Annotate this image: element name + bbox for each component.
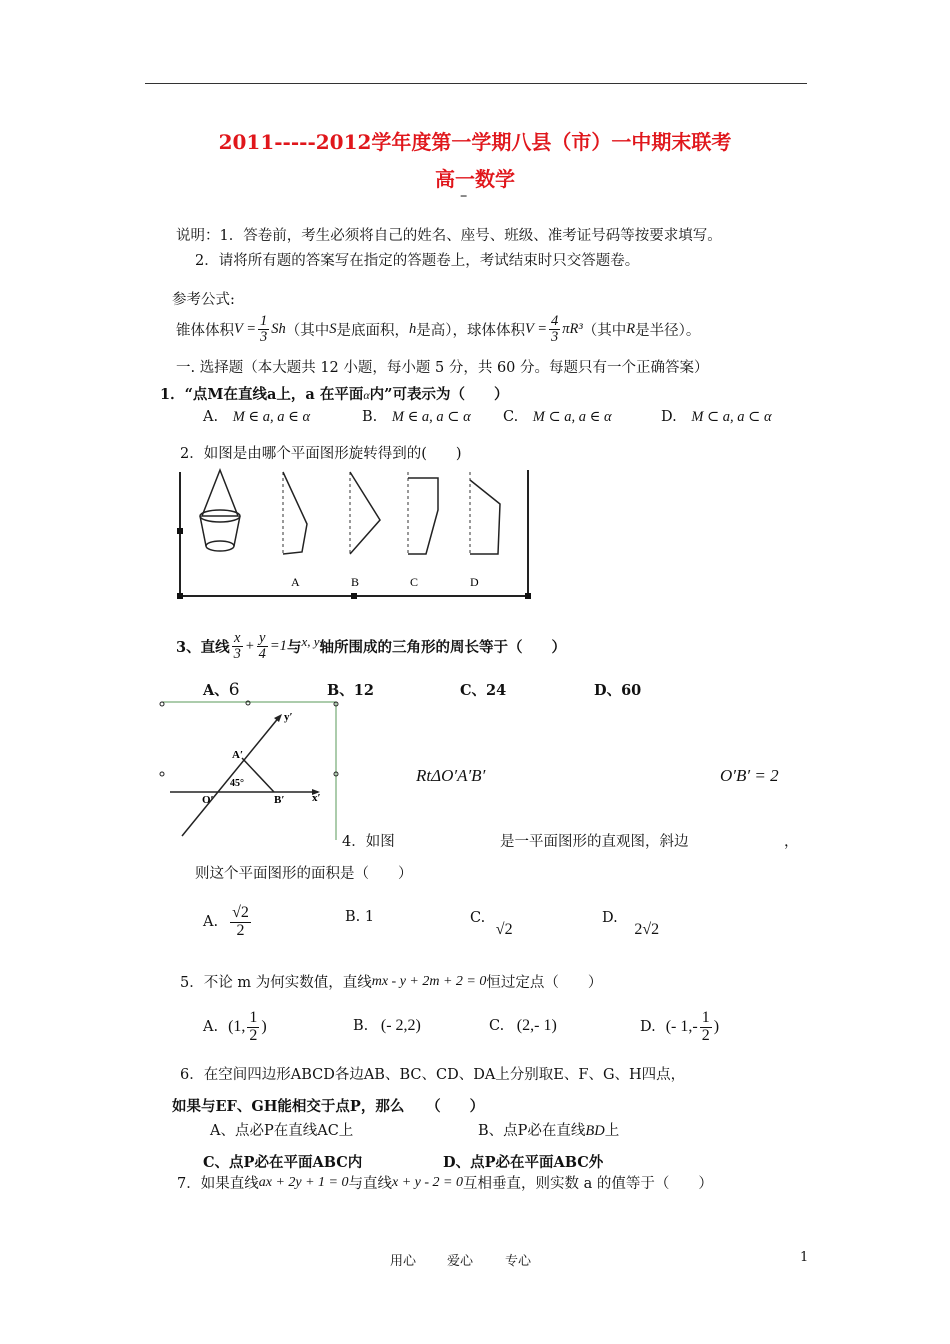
q2-label-c: C (410, 575, 419, 589)
q5-a-frac (247, 1010, 259, 1045)
q2-stem: 2．如图是由哪个平面图形旋转得到的( ) (180, 446, 462, 462)
q6-b-bd: BD (585, 1123, 605, 1139)
q4-c-value: √2 (495, 921, 513, 938)
q5-option-d (640, 1010, 719, 1045)
footer-motto-3: 专心 (505, 1254, 532, 1269)
q4-fig-bp: B′ (274, 794, 285, 806)
q1-b-label: B. (362, 409, 378, 425)
q5-a-post: ) (261, 1018, 267, 1036)
q5-a-label: A. (203, 1019, 219, 1036)
q4-fig-xp: x′ (312, 792, 321, 804)
q3-stem-c: 轴所围成的三角形的周长等于（ ） (319, 639, 566, 657)
q2-label-a: A (291, 575, 300, 589)
q4-d-label: D. (602, 910, 618, 926)
q4-fig-yp: y′ (284, 711, 293, 723)
q6-option-a: A、点必P在直线AC上 (210, 1123, 354, 1139)
q4-option-c (470, 909, 513, 938)
q1-option-a (203, 409, 310, 426)
q4-stem-3: 则这个平面图形的面积是（ ） (195, 866, 413, 882)
q4-option-a (203, 905, 253, 940)
q5-d-post: ) (713, 1018, 720, 1036)
q3-four: 4 (258, 646, 266, 663)
q1-alpha: α (363, 388, 370, 402)
q3-x: x (232, 631, 243, 647)
q4-fig-ap: A′ (232, 749, 244, 761)
q7-expr-2: x + y - 2 = 0 (392, 1174, 463, 1190)
cone-note-a: （其中 (285, 323, 330, 340)
q5-d-frac (700, 1010, 712, 1045)
sphere-v: V = (525, 321, 548, 338)
q4-a-num: √2 (232, 904, 249, 921)
q3-three: 3 (233, 646, 241, 663)
footer-motto-1: 用心 (390, 1254, 417, 1269)
q5-stem-b: 恒过定点（ ） (486, 975, 603, 991)
q5-a-num: 1 (249, 1009, 258, 1026)
q5-stem (180, 971, 602, 992)
q1-option-b (362, 409, 471, 426)
q3-option-d: D、60 (594, 682, 642, 699)
q1-c-label: C. (503, 409, 519, 425)
q5-c-label: C. (489, 1018, 505, 1034)
cone-den: 3 (260, 329, 268, 346)
q6-stem-1: 6．在空间四边形ABCD各边AB、BC、CD、DA上分别取E、F、G、H四点， (180, 1067, 686, 1083)
cone-prefix: 锥体体积 (176, 323, 234, 340)
q7-stem-b: 与直线 (348, 1176, 393, 1192)
q3-eq: =1 (269, 638, 287, 655)
q4-a-label: A. (203, 914, 219, 931)
q4-a-den: 2 (236, 921, 245, 939)
q5-b-label: B. (353, 1018, 369, 1034)
q3-stem-a: 3、直线 (176, 639, 230, 657)
sphere-den: 3 (551, 329, 559, 346)
q5-d-num: 1 (701, 1009, 710, 1026)
instruction-line-1: 说明：1．答卷前，考生必须将自己的姓名、座号、班级、准考证号码等按要求填写。 (176, 228, 722, 244)
q4-stem-2: 是一平面图形的直观图，斜边 (500, 834, 689, 850)
q4-c-label: C. (470, 910, 486, 926)
q6-option-d: D、点P必在平面ABC外 (443, 1154, 604, 1171)
q1-stem-a: 1．“点M在直线a上，a 在平面 (160, 386, 364, 403)
q5-a-den: 2 (249, 1026, 258, 1044)
q2-figure (172, 466, 534, 602)
q7-stem-c: 互相垂直，则实数 a 的值等于（ ） (463, 1176, 713, 1192)
q1-option-d (661, 409, 772, 426)
q7-expr-1: ax + 2y + 1 = 0 (258, 1174, 349, 1190)
exam-title: 2011-----2012学年度第一学期八县（市）一中期末联考 (218, 130, 732, 154)
q5-option-a (203, 1010, 267, 1045)
q6-option-b (478, 1119, 619, 1140)
q3-frac-x (232, 631, 243, 662)
q5-stem-a: 5．不论 m 为何实数值，直线 (180, 975, 372, 991)
q6-b-post: 上 (604, 1123, 620, 1139)
cone-v: V = (234, 321, 257, 338)
sphere-r: R (626, 321, 636, 338)
q4-figure (158, 700, 340, 846)
q1-d-label: D. (661, 409, 677, 425)
q4-d-value: 2√2 (634, 921, 660, 938)
q1-option-c (503, 409, 612, 426)
cone-s: S (329, 321, 337, 338)
instruction-line-2: 2．请将所有题的答案写在指定的答题卷上，考试结束时只交答题卷。 (195, 253, 640, 269)
page-number: 1 (800, 1250, 809, 1265)
q5-option-b (353, 1017, 421, 1035)
cone-note-c: 是高），球体体积 (416, 323, 526, 340)
sphere-expr: πR³ (562, 321, 583, 338)
footer-motto-2: 爱心 (447, 1254, 474, 1269)
q5-a-pre: (1, (228, 1018, 246, 1036)
q3-stem-b: 与 (286, 639, 302, 657)
cone-h: h (409, 321, 417, 338)
q1-c-expr: M ⊂ a, a ∈ α (532, 409, 612, 425)
q4-option-d (602, 909, 660, 938)
q3-a-value: 6 (228, 680, 240, 700)
q1-b-expr: M ∈ a, a ⊂ α (391, 409, 471, 425)
q3-option-b: B、12 (327, 682, 374, 699)
q5-option-c (489, 1017, 557, 1035)
exam-subject: 高一数学 (435, 167, 515, 191)
q4-stem-1: 4．如图 (342, 834, 395, 850)
q6-b-pre: B、点P必在直线 (478, 1123, 586, 1139)
q7-stem (177, 1172, 713, 1193)
q4-a-frac (230, 905, 251, 940)
cone-num: 1 (260, 313, 268, 329)
q1-stem (160, 383, 508, 404)
formula-line (176, 314, 700, 345)
sphere-note-a: （其中 (582, 323, 627, 340)
sphere-note-b: 是半径）。 (635, 323, 701, 340)
q2-label-b: B (351, 575, 360, 589)
q5-d-pre: (- 1,- (665, 1018, 698, 1036)
q6-stem-2: 如果与EF、GH能相交于点P，那么 （ ） (172, 1098, 485, 1115)
q5-c-value: (2,- 1) (516, 1017, 557, 1034)
header-rule (145, 83, 807, 84)
sphere-fraction (549, 314, 560, 345)
q1-d-expr: M ⊂ a, a ⊂ α (691, 409, 772, 425)
q6-option-c: C、点P必在平面ABC内 (203, 1154, 363, 1171)
q2-label-d: D (470, 575, 479, 589)
formula-label: 参考公式: (172, 292, 235, 308)
q4-fig-op: O′ (202, 794, 214, 806)
q3-xy: x, y (301, 633, 320, 649)
cone-note-b: 是底面积， (336, 323, 410, 340)
q3-a-label: A、 (203, 682, 229, 699)
stray-dash: – (460, 188, 468, 204)
sphere-num: 4 (551, 313, 559, 329)
q1-stem-end: 内”可表示为（ ） (369, 386, 509, 403)
q5-expr: mx - y + 2m + 2 = 0 (371, 973, 487, 989)
cone-fraction (258, 314, 269, 345)
q7-stem-a: 7．如果直线 (177, 1176, 259, 1192)
q1-a-label: A. (203, 409, 219, 425)
q4-rt-triangle: RtΔO′A′B′ (416, 766, 486, 785)
q4-ob-length: O′B′ = 2 (720, 766, 779, 785)
q3-option-c: C、24 (460, 682, 507, 699)
section-heading: 一. 选择题（本大题共 12 小题，每小题 5 分，共 60 分。每题只有一个正确答案） (176, 360, 709, 376)
q4-comma: ， (784, 834, 799, 850)
q3-stem: 3、直线 $\frac{x}{3}$ + $\frac{y}{4}$ =1 与 x, y 轴所围成的三角形的周长等于（ ） (176, 630, 566, 663)
q3-frac-y (257, 631, 268, 662)
q1-a-expr: M ∈ a, a ∈ α (232, 409, 311, 425)
q4-option-b: B. 1 (345, 909, 375, 925)
q3-y: y (257, 631, 268, 647)
q3-option-a (203, 679, 240, 700)
q5-b-value: (- 2,2) (380, 1017, 421, 1034)
cone-sh: Sh (271, 321, 286, 338)
q4-fig-angle: 45° (230, 778, 244, 789)
q5-d-den: 2 (701, 1026, 710, 1044)
q5-d-label: D. (640, 1019, 656, 1036)
